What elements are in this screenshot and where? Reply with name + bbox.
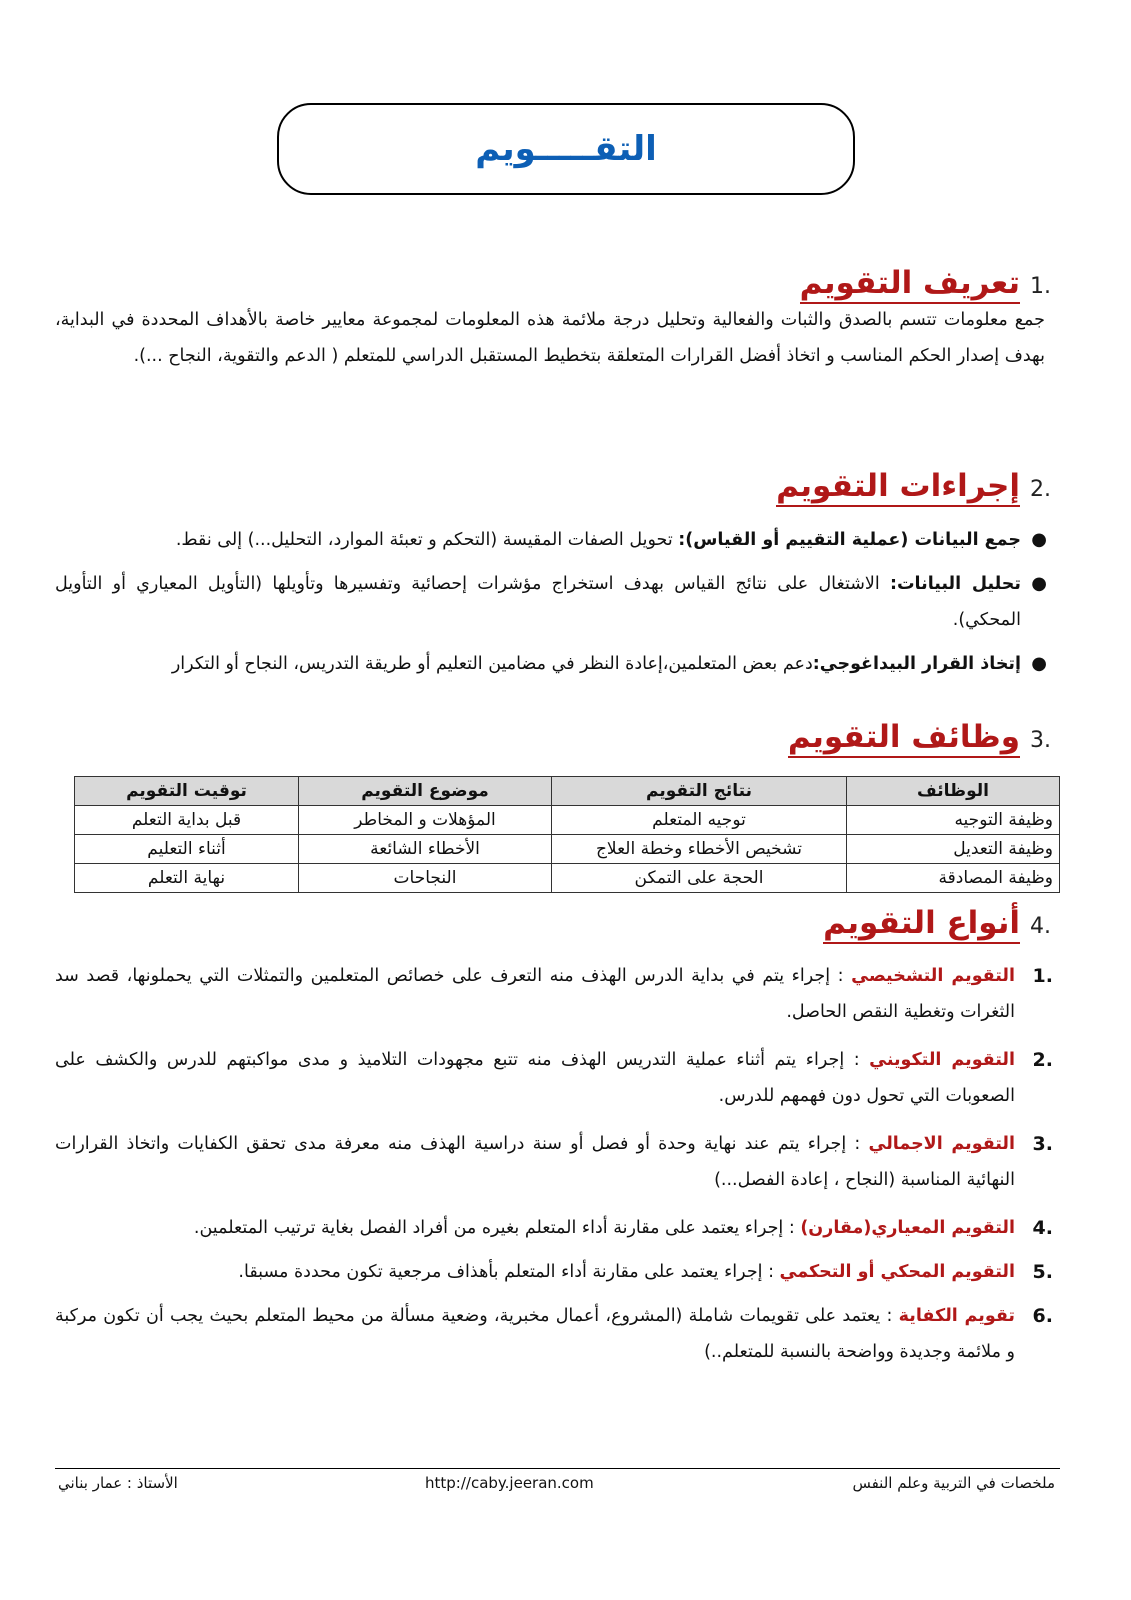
table-cell: المؤهلات و المخاطر [299, 806, 552, 835]
section-1-heading [800, 266, 1051, 304]
list-item [55, 566, 1055, 638]
item-number: .6 [1032, 1305, 1053, 1327]
procedure-term: إتخاذ القرار البيداغوجي: [812, 654, 1021, 674]
type-text: : إجراء يتم أثناء عملية التدريس الهذف منه تتبع مجهودات التلاميذ و مدى مواكبتهم للدرس والكشف على الصعوبات التي تحول دون فهمهم للدرس. [55, 1050, 1015, 1106]
section-number: .3 [1030, 728, 1051, 753]
table-cell: وظيفة التوجيه [847, 806, 1060, 835]
table-row [75, 835, 1060, 864]
table-header-cell: موضوع التقويم [299, 777, 552, 806]
list-item [55, 1254, 1055, 1290]
table-cell: تشخيص الأخطاء وخطة العلاج [552, 835, 847, 864]
definition-paragraph: جمع معلومات تتسم بالصدق والثبات والفعالية وتحليل درجة ملائمة هذه المعلومات لمجموعة معايير خاصة بالأهداف المحددة في البداية، بهدف إصدار الحكم المناسب و اتخاذ أفضل القرارات المتعلقة بتخطيط المستقبل الدراسي للمتعلم ( الدعم والتقوية، النجاح ...). [55, 310, 1045, 366]
table-cell: أثناء التعليم [75, 835, 299, 864]
table-cell: الأخطاء الشائعة [299, 835, 552, 864]
item-number: .5 [1032, 1261, 1053, 1283]
list-item [55, 1126, 1055, 1198]
list-item [55, 522, 1055, 558]
table-cell: الحجة على التمكن [552, 864, 847, 893]
procedure-text: تحويل الصفات المقيسة (التحكم و تعبئة الموارد، التحليل...) إلى نقط. [175, 530, 679, 550]
section-title: وظائف التقويم [788, 720, 1020, 758]
table-row [75, 864, 1060, 893]
list-item [55, 1042, 1055, 1114]
list-item [55, 1210, 1055, 1246]
type-term: التقويم المعياري(مقارن) [800, 1218, 1015, 1238]
title-box [277, 103, 855, 195]
type-text: : إجراء يعتمد على مقارنة أداء المتعلم بأهذاف مرجعية تكون محددة مسبقا. [238, 1262, 780, 1282]
procedure-text: دعم بعض المتعلمين،إعادة النظر في مضامين التعليم أو طريقة التدريس، النجاح أو التكرار [171, 654, 813, 674]
section-4-heading [823, 906, 1051, 944]
footer-url-link[interactable]: http://caby.jeeran.com [425, 1474, 594, 1492]
bullet-icon: ● [1031, 573, 1047, 594]
item-number: .1 [1032, 965, 1053, 987]
section-number: .2 [1030, 477, 1051, 502]
page-title: التقـــــويم [475, 129, 657, 169]
type-text: : يعتمد على تقويمات شاملة (المشروع، أعمال مخبرية، وضعية مسألة من محيط المتعلم بحيث يجب أن تكون مركبة و ملائمة وجديدة وواضحة بالنسبة للمتعلم..) [55, 1306, 1015, 1362]
procedures-list [55, 522, 1055, 690]
type-term: التقويم التكويني [869, 1050, 1015, 1070]
procedure-term: تحليل البيانات: [889, 574, 1021, 594]
table-cell: نهاية التعلم [75, 864, 299, 893]
bullet-icon: ● [1031, 529, 1047, 550]
list-item [55, 958, 1055, 1030]
item-number: .2 [1032, 1049, 1053, 1071]
section-3-heading [788, 720, 1051, 758]
table-row [75, 806, 1060, 835]
table-cell: وظيفة التعديل [847, 835, 1060, 864]
type-term: التقويم التشخيصي [851, 966, 1015, 986]
type-text: : إجراء يعتمد على مقارنة أداء المتعلم بغيره من أفراد الفصل بغاية ترتيب المتعلمين. [193, 1218, 801, 1238]
table-header-cell: توقيت التقويم [75, 777, 299, 806]
list-item [55, 646, 1055, 682]
type-term: التقويم الاجمالي [868, 1134, 1016, 1154]
section-title: إجراءات التقويم [776, 469, 1020, 507]
procedure-text: الاشتغال على نتائج القياس بهدف استخراج مؤشرات إحصائية وتفسيرها وتأويلها (التأويل المعياري أو التأويل المحكي). [55, 574, 1021, 630]
footer-teacher: الأستاذ : عمار بناني [58, 1474, 178, 1492]
table-cell: قبل بداية التعلم [75, 806, 299, 835]
type-term: تقويم الكفاية [898, 1306, 1015, 1326]
table-header-cell: الوظائف [847, 777, 1060, 806]
section-title: تعريف التقويم [800, 266, 1020, 304]
table-header-cell: نتائج التقويم [552, 777, 847, 806]
item-number: .3 [1032, 1133, 1053, 1155]
table-cell: النجاحات [299, 864, 552, 893]
type-text: : إجراء يتم في بداية الدرس الهذف منه التعرف على خصائص المتعلمين والتمثلات التي يحملونها، قصد سد الثغرات وتغطية النقص الحاصل. [55, 966, 1015, 1022]
list-item [55, 1298, 1055, 1370]
footer-course: ملخصات في التربية وعلم النفس [852, 1474, 1055, 1492]
section-title: أنواع التقويم [823, 906, 1020, 944]
table-cell: توجيه المتعلم [552, 806, 847, 835]
section-2-heading [776, 469, 1051, 507]
item-number: .4 [1032, 1217, 1053, 1239]
footer-divider [55, 1468, 1060, 1469]
section-number: .4 [1030, 914, 1051, 939]
evaluation-types-list [55, 958, 1055, 1382]
type-text: : إجراء يتم عند نهاية وحدة أو فصل أو سنة دراسية الهذف منه معرفة مدى تحقق الكفايات واتخاذ القرارات النهائية المناسبة (النجاح ، إعادة الفصل...) [55, 1134, 1015, 1190]
type-term: التقويم المحكي أو التحكمي [779, 1262, 1015, 1282]
procedure-term: جمع البيانات (عملية التقييم أو القياس): [678, 530, 1021, 550]
bullet-icon: ● [1031, 653, 1047, 674]
section-number: .1 [1030, 274, 1051, 299]
table-cell: وظيفة المصادقة [847, 864, 1060, 893]
table-header-row [75, 777, 1060, 806]
functions-table [74, 776, 1060, 893]
